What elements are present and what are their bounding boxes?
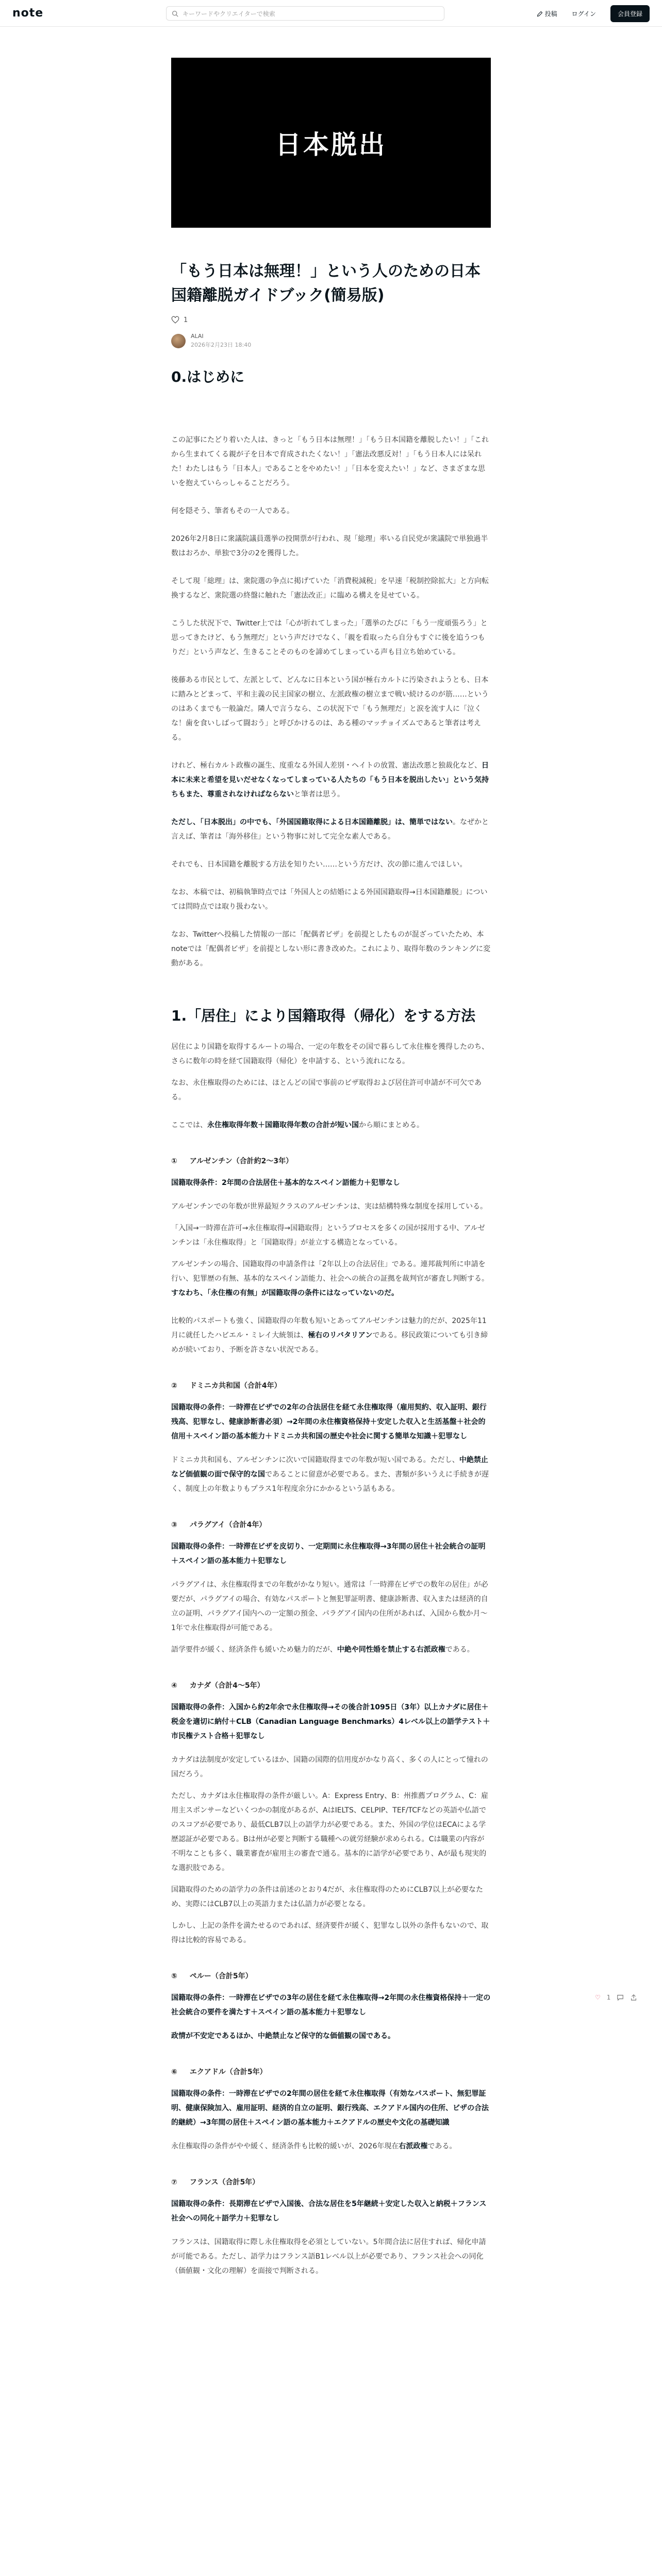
paragraph: アルゼンチンでの年数が世界最短クラスのアルゼンチンは、実は結構特殊な制度を採用している。	[171, 1202, 488, 1211]
paragraph: 何を隠そう、筆者もその一人である。	[171, 507, 294, 515]
post-label: 投稿	[544, 10, 557, 18]
search-box[interactable]	[166, 6, 444, 21]
heading-section-1: 1.「居住」により国籍取得（帰化）をする方法	[171, 1007, 476, 1024]
paragraph: なお、永住権取得のためには、ほとんどの国で事前のビザ取得および居住許可申請が不可欠である。	[171, 1079, 482, 1101]
pen-icon	[537, 11, 543, 17]
avatar[interactable]	[171, 334, 186, 348]
paragraph: なお、本稿では、初稿執筆時点では「外国人との結婚による外国国籍取得→日本国籍離脱」については問時点では取り扱わない。	[171, 888, 488, 911]
paragraph: こうした状況下で、Twitter上では「心が折れてしまった」「選挙のたびに「もう一度頑張ろう」と思ってきたけど、もう無理だ」という声だけでなく、「親を看取ったら自分もすぐに後を追うつもりだ」という声など、生きることそのものを諦めてしまっている声も目立ち始めている。	[171, 619, 488, 656]
country-heading: ④ カナダ（合計4〜5年）	[171, 1682, 264, 1690]
paragraph: なお、Twitterへ投稿した情報の一部に「配偶者ビザ」を前提としたものが混ざっていたため、本noteでは「配偶者ビザ」を前提としない形に書き改めた。これにより、取得年数のランキングに変動がある。	[171, 930, 491, 968]
author-block[interactable]	[171, 332, 491, 349]
eyecatch-text: 日本脱出	[275, 130, 387, 160]
country-heading: ⑥ エクアドル（合計5年）	[171, 2068, 267, 2076]
paragraph: ただし、カナダは永住権取得の条件が厳しい。A：Express Entry、B：州推薦プログラム、C：雇用主スポンサーなどいくつかの制度があるが、AはIELTS、CELPIP、TEF/TCFなどの英語や仏語でのスコアが必要であり、最低CLB7以上の語学力が必要である。また、外国の学位はECAによる学歴認証が必要である。Bは州が必要と判断する職種への就労経験が求められる。Cは職業の内容が不明なことも多く、職業審査が雇用主の審査で通る。基本的に語学が必要であり、Aが最も現実的な選択肢である。	[171, 1792, 488, 1872]
condition-text: 国籍取得の条件：入国から約2年余で永住権取得→その後合計1095日（3年）以上カナダに居住＋税金を適切に納付＋CLB（Canadian Language Benchmarks）4レベル以上の語学テスト＋市民権テスト合格＋犯罪なし	[171, 1703, 490, 1740]
paragraph: この記事にたどり着いた人は、きっと「もう日本は無理！」「もう日本国籍を離脱したい！」「これから生まれてくる親が子を日本で育成されたくない！」「憲法改悪反対！」「もう日本人には呆れた！わたしはもう「日本人」であることをやめたい！」「日本を変えたい！」など、さまざまな思いを抱えていらっしゃることだろう。	[171, 436, 489, 487]
heading-intro: 0.はじめに	[171, 368, 245, 385]
side-heart-icon[interactable]: ♡	[595, 1994, 601, 2001]
heart-icon[interactable]	[171, 316, 179, 324]
paragraph: パラグアイは、永住権取得までの年数がかなり短い。通常は「一時滞在ビザでの数年の居住」が必要だが、パラグアイの場合、有効なパスポートと無犯罪証明書、健康診断書、収入または経済的自立の証明、パラグアイ国内への一定額の預金、パラグアイ国内の住所があれば、入国から数か月〜1年で永住権取得が可能である。	[171, 1581, 488, 1632]
article-body	[171, 363, 491, 2278]
comment-icon[interactable]	[617, 1994, 624, 2001]
search-placeholder: キーワードやクリエイターで検索	[183, 10, 275, 18]
paragraph: 居住により国籍を取得するルートの場合、一定の年数をその国で暮らして永住権を獲得したのち、さらに数年の時を経て国籍取得（帰化）を申請する、という流れになる。	[171, 1043, 489, 1065]
condition-text: 国籍取得条件：2年間の合法居住＋基本的なスペイン語能力＋犯罪なし	[171, 1179, 400, 1187]
paragraph: けれど、極右カルト政権の誕生、度重なる外国人差別・ヘイトの放置、憲法改悪と独裁化など、日本に未来と希望を見いだせなくなってしまっている人たちの「もう日本を脱出したい」という気持ちもまた、尊重されなければならないと筆者は思う。	[171, 761, 489, 799]
article-title: 「もう日本は無理！」という人のための日本国籍離脱ガイドブック(簡易版)	[171, 262, 481, 304]
like-area	[171, 316, 491, 324]
condition-text: 国籍取得の条件：一時滞在ビザでの2年の合法居住を経て永住権取得（雇用契約、収入証明、銀行残高、犯罪なし、健康診断書必須）→2年間の永住権資格保持＋安定した収入と生活基盤＋社会的信用＋スペイン語の基本能力＋ドミニカ共和国の歴史や社会に関する簡単な知識＋犯罪なし	[171, 1403, 487, 1440]
publish-date: 2026年2月23日 18:40	[191, 341, 252, 348]
paragraph: そして現「総理」は、衆院選の争点に掲げていた「消費税減税」を早速「税制控除拡大」と方向転換するなど、衆院選の終盤に触れた「憲法改正」に臨める構えを見せている。	[171, 577, 489, 600]
note-logo[interactable]: note	[12, 7, 44, 20]
like-count: 1	[184, 316, 188, 324]
eyecatch-image	[171, 58, 491, 228]
paragraph: 「入国→一時滞在許可→永住権取得→国籍取得」というプロセスを多くの国が採用する中、アルゼンチンは「永住権取得」と「国籍取得」が並立する構造となっている。	[171, 1224, 485, 1247]
country-heading: ① アルゼンチン（合計約2〜3年）	[171, 1157, 293, 1165]
country-heading: ③ パラグアイ（合計4年）	[171, 1521, 267, 1529]
paragraph: 2026年2月8日に衆議院議員選挙の投開票が行われ、現「総理」率いる自民党が衆議院で単独過半数はおろか、単独で3分の2を獲得した。	[171, 535, 488, 557]
search-icon	[172, 10, 178, 17]
condition-note: 政情が不安定であるほか、中絶禁止など保守的な価値観の国である。	[171, 2032, 395, 2040]
signup-button[interactable]: 会員登録	[610, 5, 650, 22]
paragraph: 語学要件が緩く、経済条件も緩いため魅力的だが、中絶や同性婚を禁止する右派政権である。	[171, 1646, 474, 1654]
paragraph: ここでは、永住権取得年数＋国籍取得年数の合計が短い国から順にまとめる。	[171, 1121, 424, 1129]
share-icon[interactable]	[630, 1994, 637, 2001]
login-button[interactable]: ログイン	[571, 10, 596, 18]
side-like-count: 1	[606, 1994, 611, 2001]
paragraph: 国籍取得のための語学力の条件は前述のとおり4だが、永住権取得のためにCLB7以上が必要なため、実際にはCLB7以上の英語力または仏語力が必要となる。	[171, 1886, 483, 1908]
article	[171, 58, 491, 2292]
top-header	[0, 0, 662, 27]
condition-text: 国籍取得の条件：一時滞在ビザでの3年の居住を経て永住権取得→2年間の永住権資格保持＋一定の社会統合の要件を満たす＋スペイン語の基本能力＋犯罪なし	[171, 1994, 491, 2016]
author-name[interactable]: ALAI	[191, 333, 204, 340]
post-button[interactable]	[537, 9, 557, 18]
country-heading: ⑤ ペルー（合計5年）	[171, 1972, 253, 1980]
condition-text: 国籍取得の条件：一時滞在ビザでの2年間の居住を経て永住権取得（有効なパスポート、無犯罪証明、健康保険加入、雇用証明、経済的自立の証明、銀行残高、エクアドル国内の住所、ビザの合法的継続）→3年間の居住＋スペイン語の基本能力＋エクアドルの歴史や文化の基礎知識	[171, 2090, 489, 2127]
paragraph: アルゼンチンの場合、国籍取得の申請条件は「2年以上の合法居住」である。連邦裁判所に申請を行い、犯罪歴の有無、基本的なスペイン語能力、社会への統合の証拠を裁判官が審査し判断する。すなわち、「永住権の有無」が国籍取得の条件にはなっていないのだ。	[171, 1260, 489, 1297]
paragraph: 永住権取得の条件がやや緩く、経済条件も比較的緩いが、2026年現在右派政権である。	[171, 2142, 457, 2150]
paragraph: 後藤ある市民として、左派として、どんなに日本という国が極右カルトに汚染されようとも、日本に踏みとどまって、平和主義の民主国家の樹立、左派政権の樹立まで戦い続けるのが筋……というのはあくまでも一般論だ。隣人で言うなら、この状況下で「もう無理だ」と涙を流す人に「泣くな！歯を食いしばって闘おう」と呼びかけるのは、ある種のマッチョイズムであると筆者は考える。	[171, 676, 489, 742]
paragraph: フランスは、国籍取得に際し永住権取得を必須としていない。5年間合法に居住すれば、帰化申請が可能である。ただし、語学力はフランス語B1レベル以上が必要であり、フランス社会への同化（価値観・文化の理解）を面接で判断される。	[171, 2238, 486, 2275]
paragraph: 比較的パスポートも強く、国籍取得の年数も短いとあってアルゼンチンは魅力的だが、2025年11月に就任したハビエル・ミレイ大統領は、極右のリバタリアンである。移民政策についても引き締めが続いており、予断を許さない状況である。	[171, 1317, 488, 1354]
country-heading: ⑦ フランス（合計5年）	[171, 2178, 260, 2187]
paragraph: それでも、日本国籍を離脱する方法を知りたい……という方だけ、次の節に進んでほしい。	[171, 860, 467, 869]
paragraph: ドミニカ共和国も、アルゼンチンに次いで国籍取得までの年数が短い国である。ただし、中絶禁止など価値観の面で保守的な国であることに留意が必要である。また、書類が多いうえに手続きが遅く、制度上の年数よりもプラス1年程度余分にかかるという話もある。	[171, 1456, 489, 1493]
paragraph: しかし、上記の条件を満たせるのであれば、経済要件が緩く、犯罪なし以外の条件もないので、取得は比較的容易である。	[171, 1922, 489, 1944]
paragraph: ただし、「日本脱出」の中でも、「外国国籍取得による日本国籍離脱」は、簡単ではない。なぜかと言えば、筆者は「海外移住」という物事に対して完全な素人である。	[171, 818, 489, 841]
country-heading: ② ドミニカ共和国（合計4年）	[171, 1382, 282, 1390]
condition-text: 国籍取得の条件：一時滞在ビザを皮切り、一定期間に永住権取得→3年間の居住＋社会統合の証明＋スペイン語の基本能力＋犯罪なし	[171, 1543, 486, 1565]
side-actions	[595, 1994, 637, 2001]
paragraph: カナダは法制度が安定しているほか、国籍の国際的信用度がかなり高く、多くの人にとって憧れの国だろう。	[171, 1756, 488, 1778]
condition-text: 国籍取得の条件：長期滞在ビザで入国後、合法な居住を5年継続＋安定した収入と納税＋フランス社会への同化＋語学力＋犯罪なし	[171, 2200, 487, 2223]
